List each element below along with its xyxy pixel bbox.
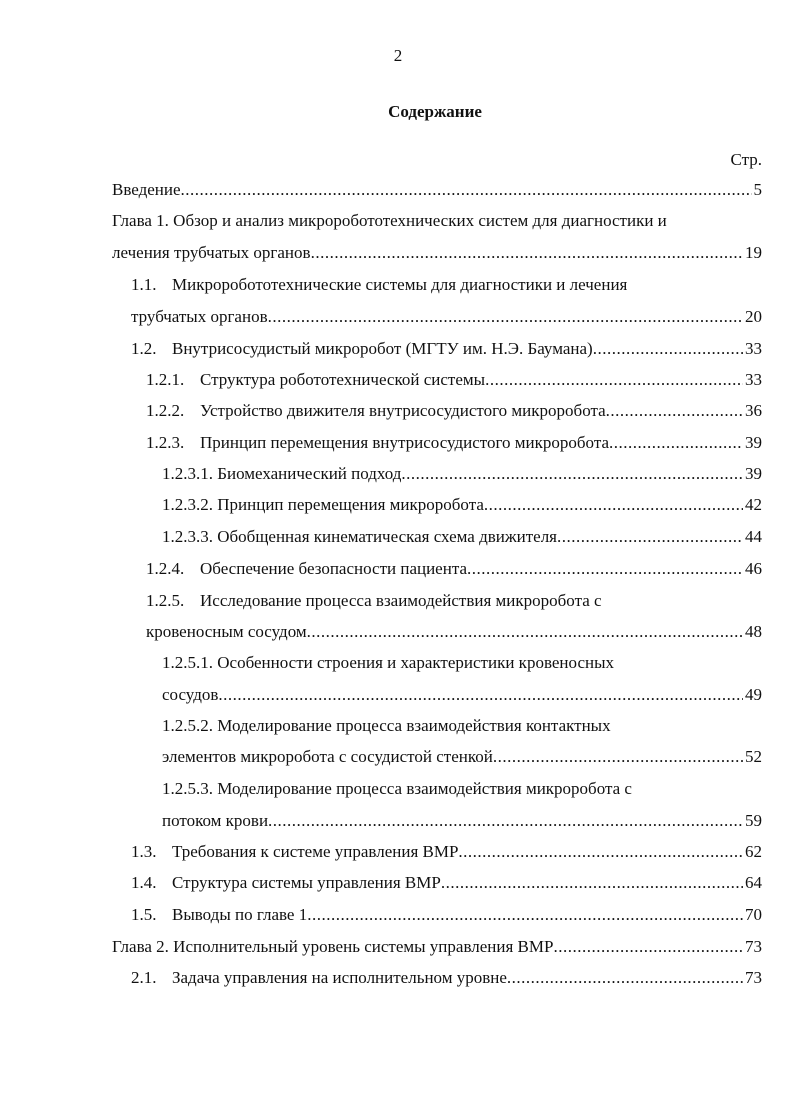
toc-entry-title: Структура робототехнической системы [200,370,486,389]
toc-entry-page: 33 [745,339,762,358]
toc-entry-1-2-5-3-cont[interactable] [0,810,796,832]
toc-entry-1-2-5-1-cont[interactable] [0,684,796,706]
toc-entry-number: 1.2.4. [146,559,185,578]
toc-entry-1-2-5-3[interactable] [0,778,796,800]
toc-entry-title-cont: кровеносным сосудом [146,622,307,641]
toc-entry-page: 33 [745,370,762,389]
toc-entry-1-2-5-1[interactable] [0,652,796,674]
dot-leader [493,746,743,768]
toc-entry-page: 39 [745,464,762,483]
toc-entry-page: 39 [745,433,762,452]
toc-entry-title: Выводы по главе 1 [172,905,308,924]
toc-entry-title: Внутрисосудистый микроробот (МГТУ им. Н.Э. Баумана) [172,339,593,358]
toc-entry-title: Обеспечение безопасности пациента [200,559,468,578]
toc-entry-title: Принцип перемещения внутрисосудистого микроробота [200,433,610,452]
toc-entry-title-cont: элементов микроробота с сосудистой стенкой [162,747,493,766]
toc-entry-page: 44 [745,527,762,546]
dot-leader [553,936,743,958]
dot-leader [467,558,743,580]
toc-entry-number: 1.1. [131,275,157,294]
toc-entry-title: Задача управления на исполнительном уровне [172,968,507,987]
dot-leader [401,463,743,485]
toc-entry-1-2-5[interactable] [0,590,796,612]
dot-leader [218,684,743,706]
toc-entry-page: 52 [745,747,762,766]
toc-entry-page: 20 [745,307,762,326]
toc-entry-title: Требования к системе управления ВМР [172,842,459,861]
toc-entry-title: Глава 1. Обзор и анализ микроробототехнических систем для диагностики и [112,211,667,230]
toc-entry-number: 1.2.2. [146,401,185,420]
toc-entry-title: Устройство движителя внутрисосудистого микроробота [200,401,606,420]
toc-entry-1-1[interactable] [0,274,796,296]
toc-entry-page: 19 [745,243,762,262]
toc-entry-number: 1.2.3. [146,433,185,452]
toc-entry-1-2-5-cont[interactable] [0,621,796,643]
dot-leader [311,242,743,264]
dot-leader [557,526,743,548]
toc-entry-1-4[interactable] [0,872,796,894]
dot-leader [609,432,743,454]
toc-entry-1-2-4[interactable] [0,558,796,580]
dot-leader [593,338,743,360]
toc-entry-1-2-5-2[interactable] [0,715,796,737]
toc-entry-page: 48 [745,622,762,641]
page-column-label: Стр. [730,150,762,169]
dot-leader [484,494,743,516]
dot-leader [485,369,743,391]
toc-entry-page: 70 [745,905,762,924]
toc-entry-title-cont: трубчатых органов [131,307,268,326]
dot-leader [307,904,743,926]
dot-leader [268,306,743,328]
toc-entry-title: Структура системы управления ВМР [172,873,441,892]
toc-entry-page: 46 [745,559,762,578]
toc-entry-1-2-3[interactable] [0,432,796,454]
toc-entry-title: 1.2.3.2. Принцип перемещения микроробота [162,495,484,514]
toc-entry-1-2-3-2[interactable] [0,494,796,516]
dot-leader [507,967,743,989]
toc-entry-title-cont: потоком крови [162,811,269,830]
toc-entry-page: 62 [745,842,762,861]
toc-entry-title: Введение [112,180,181,199]
toc-entry-page: 73 [745,937,762,956]
toc-entry-title: 1.2.3.1. Биомеханический подход [162,464,402,483]
dot-leader [181,179,752,201]
toc-entry-chapter-1[interactable] [0,210,796,232]
toc-entry-number: 1.3. [131,842,157,861]
toc-entry-1-2[interactable] [0,338,796,360]
toc-entry-1-2-3-3[interactable] [0,526,796,548]
toc-entry-1-5[interactable] [0,904,796,926]
toc-entry-page: 73 [745,968,762,987]
dot-leader [606,400,743,422]
page-number: 2 [393,46,403,65]
toc-entry-page: 64 [745,873,762,892]
toc-entry-page: 59 [745,811,762,830]
toc-entry-title: 1.2.5.1. Особенности строения и характеристики кровеносных [162,653,615,672]
toc-entry-page: 5 [753,180,762,199]
toc-entry-chapter-1-cont[interactable] [0,242,796,264]
toc-entry-1-3[interactable] [0,841,796,863]
toc-entry-number: 1.2.1. [146,370,185,389]
toc-entry-number: 1.5. [131,905,157,924]
toc-entry-1-2-5-2-cont[interactable] [0,746,796,768]
toc-heading: Содержание [388,102,482,121]
toc-entry-page: 36 [745,401,762,420]
toc-entry-number: 1.4. [131,873,157,892]
toc-entry-1-1-cont[interactable] [0,306,796,328]
toc-entry-introduction[interactable] [0,179,796,201]
toc-entry-1-2-1[interactable] [0,369,796,391]
toc-entry-title: Исследование процесса взаимодействия микроробота с [200,591,602,610]
toc-entry-1-2-2[interactable] [0,400,796,422]
toc-entry-title: 1.2.5.3. Моделирование процесса взаимодействия микроробота с [162,779,632,798]
dot-leader [268,810,743,832]
dot-leader [307,621,743,643]
toc-entry-page: 49 [745,685,762,704]
toc-entry-page: 42 [745,495,762,514]
toc-entry-1-2-3-1[interactable] [0,463,796,485]
toc-entry-title: 1.2.3.3. Обобщенная кинематическая схема движителя [162,527,558,546]
toc-entry-title: Глава 2. Исполнительный уровень системы управления ВМР [112,937,554,956]
toc-entry-title: 1.2.5.2. Моделирование процесса взаимодействия контактных [162,716,611,735]
toc-entry-2-1[interactable] [0,967,796,989]
toc-entry-number: 2.1. [131,968,157,987]
toc-entry-title: Микроробототехнические системы для диагностики и лечения [172,275,628,294]
toc-entry-title-cont: лечения трубчатых органов [112,243,311,262]
toc-entry-number: 1.2.5. [146,591,185,610]
toc-entry-chapter-2[interactable] [0,936,796,958]
toc-entry-number: 1.2. [131,339,157,358]
dot-leader [441,872,743,894]
dot-leader [458,841,743,863]
toc-entry-title-cont: сосудов [162,685,219,704]
